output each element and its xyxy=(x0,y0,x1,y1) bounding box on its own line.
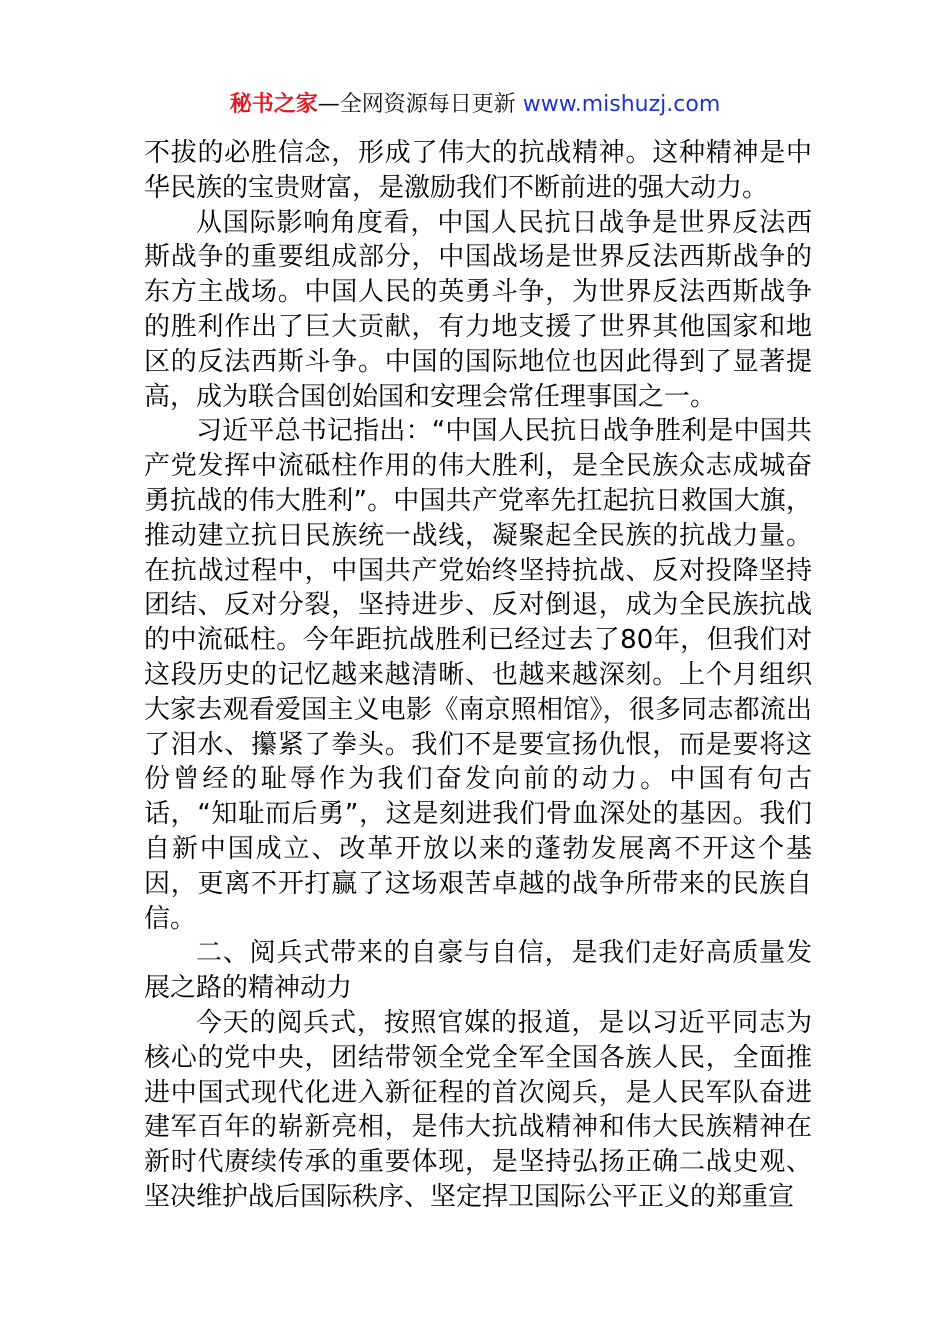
paragraph-parade: 今天的阅兵式，按照官媒的报道，是以习近平同志为核心的党中央，团结带领全党全军全国各族人民，全面推进中国式现代化进入新征程的首次阅兵，是人民军队奋进建军百年的崭新亮相，是伟大抗战精神和伟大民族精神在新时代赓续传承的重要体现，是坚持弘扬正确二战史观、坚决维护战后国际秩序、坚定捍卫国际公平正义的郑重宣 xyxy=(144,1007,812,1212)
document-body xyxy=(144,136,812,1215)
paragraph-party-role: 习近平总书记指出：“中国人民抗日战争胜利是中国共产党发挥中流砥柱作用的伟大胜利，是全民族众志成城奋勇抗战的伟大胜利”。中国共产党率先扛起抗日救国大旗，推动建立抗日民族统一战线，凝聚起全民族的抗战力量。在抗战过程中，中国共产党始终坚持抗战、反对投降坚持团结、反对分裂，坚持进步、反对倒退，成为全民族抗战的中流砥柱。今年距抗战胜利已经过去了80年，但我们对这段历史的记忆越来越清晰、也越来越深刻。上个月组织大家去观看爱国主义电影《南京照相馆》，很多同志都流出了泪水、攥紧了拳头。我们不是要宣扬仇恨，而是要将这份曾经的耻辱作为我们奋发向前的动力。中国有句古话，“知耻而后勇”，这是刻进我们骨血深处的基因。我们自新中国成立、改革开放以来的蓬勃发展离不开这个基因，更离不开打赢了这场艰苦卓越的战争所带来的民族自信。 xyxy=(144,416,812,934)
site-header xyxy=(0,88,950,122)
paragraph-international-impact: 从国际影响角度看，中国人民抗日战争是世界反法西斯战争的重要组成部分，中国战场是世界反法西斯战争的东方主战场。中国人民的英勇斗争，为世界反法西斯战争的胜利作出了巨大贡献，有力地支援了世界其他国家和地区的反法西斯斗争。中国的国际地位也因此得到了显著提高，成为联合国创始国和安理会常任理事国之一。 xyxy=(144,207,812,412)
site-url-link[interactable]: www.mishuzj.com xyxy=(522,92,721,117)
section-heading-two: 二、阅兵式带来的自豪与自信，是我们走好高质量发展之路的精神动力 xyxy=(144,938,812,1004)
site-tagline: —全网资源每日更新 xyxy=(317,92,516,117)
site-brand: 秘书之家 xyxy=(229,92,318,117)
paragraph-continued: 不拔的必胜信念，形成了伟大的抗战精神。这种精神是中华民族的宝贵财富，是激励我们不断前进的强大动力。 xyxy=(144,138,812,203)
